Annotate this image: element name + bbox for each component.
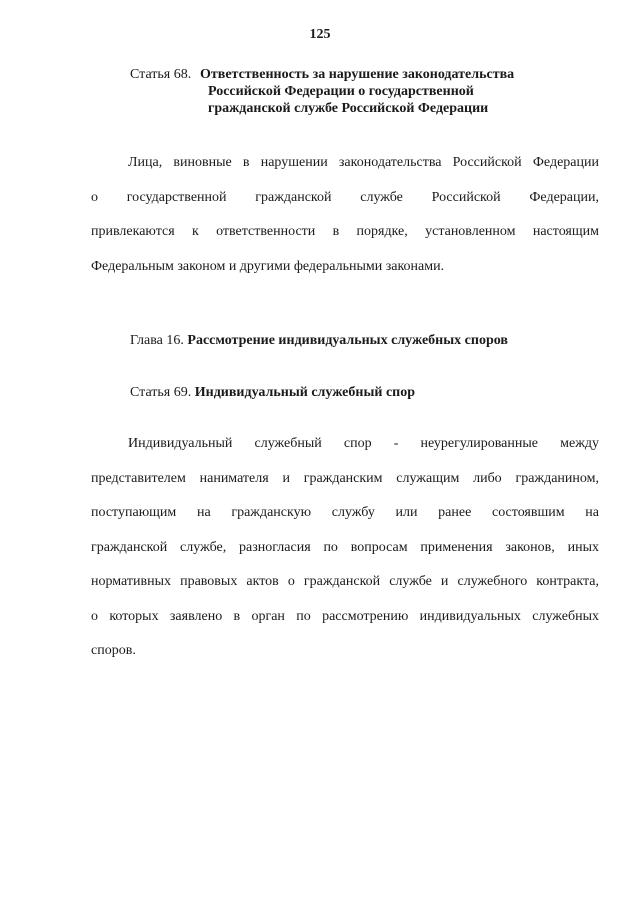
page-number: 125: [309, 27, 331, 42]
chapter-16-heading: [130, 332, 508, 349]
article-69-title: Индивидуальный служебный спор: [194, 385, 416, 400]
article-69-prefix: Статья 69.: [130, 385, 192, 400]
article-69-heading: [130, 384, 415, 401]
paragraph-line: о которых заявлено в орган по рассмотрению индивидуальных служебных: [91, 608, 599, 624]
paragraph-line: нормативных правовых актов о гражданской службе и служебного контракта,: [91, 574, 599, 589]
article-68-prefix: Статья 68.: [130, 67, 192, 82]
paragraph-line: о государственной гражданской службе Российской Федерации,: [91, 189, 599, 205]
paragraph-line: споров.: [91, 643, 136, 658]
article-69-paragraph: [91, 427, 599, 669]
paragraph-line: Индивидуальный служебный спор - неурегулированные между: [128, 436, 599, 451]
paragraph-line: привлекаются к ответственности в порядке, установленном настоящим: [91, 224, 599, 239]
article-68-title-line1: Ответственность за нарушение законодательства: [200, 67, 515, 82]
paragraph-line: Лица, виновные в нарушении законодательства Российской Федерации: [128, 155, 599, 170]
article-68-title-line2: Российской Федерации о государственной: [208, 84, 474, 99]
paragraph-line: Федеральным законом и другими федеральными законами.: [91, 258, 445, 274]
article-68-heading: [130, 66, 514, 117]
paragraph-line: гражданской службе, разногласия по вопросам применения законов, иных: [91, 539, 599, 555]
paragraph-line: поступающим на гражданскую службу или ранее состоявшим на: [91, 505, 599, 520]
article-68-title-line3: гражданской службе Российской Федерации: [208, 101, 489, 116]
article-68-paragraph: [91, 146, 599, 284]
paragraph-line: представителем нанимателя и гражданским служащим либо гражданином,: [91, 470, 599, 486]
chapter-16-title: Рассмотрение индивидуальных служебных споров: [187, 333, 508, 348]
chapter-16-prefix: Глава 16.: [130, 333, 184, 348]
